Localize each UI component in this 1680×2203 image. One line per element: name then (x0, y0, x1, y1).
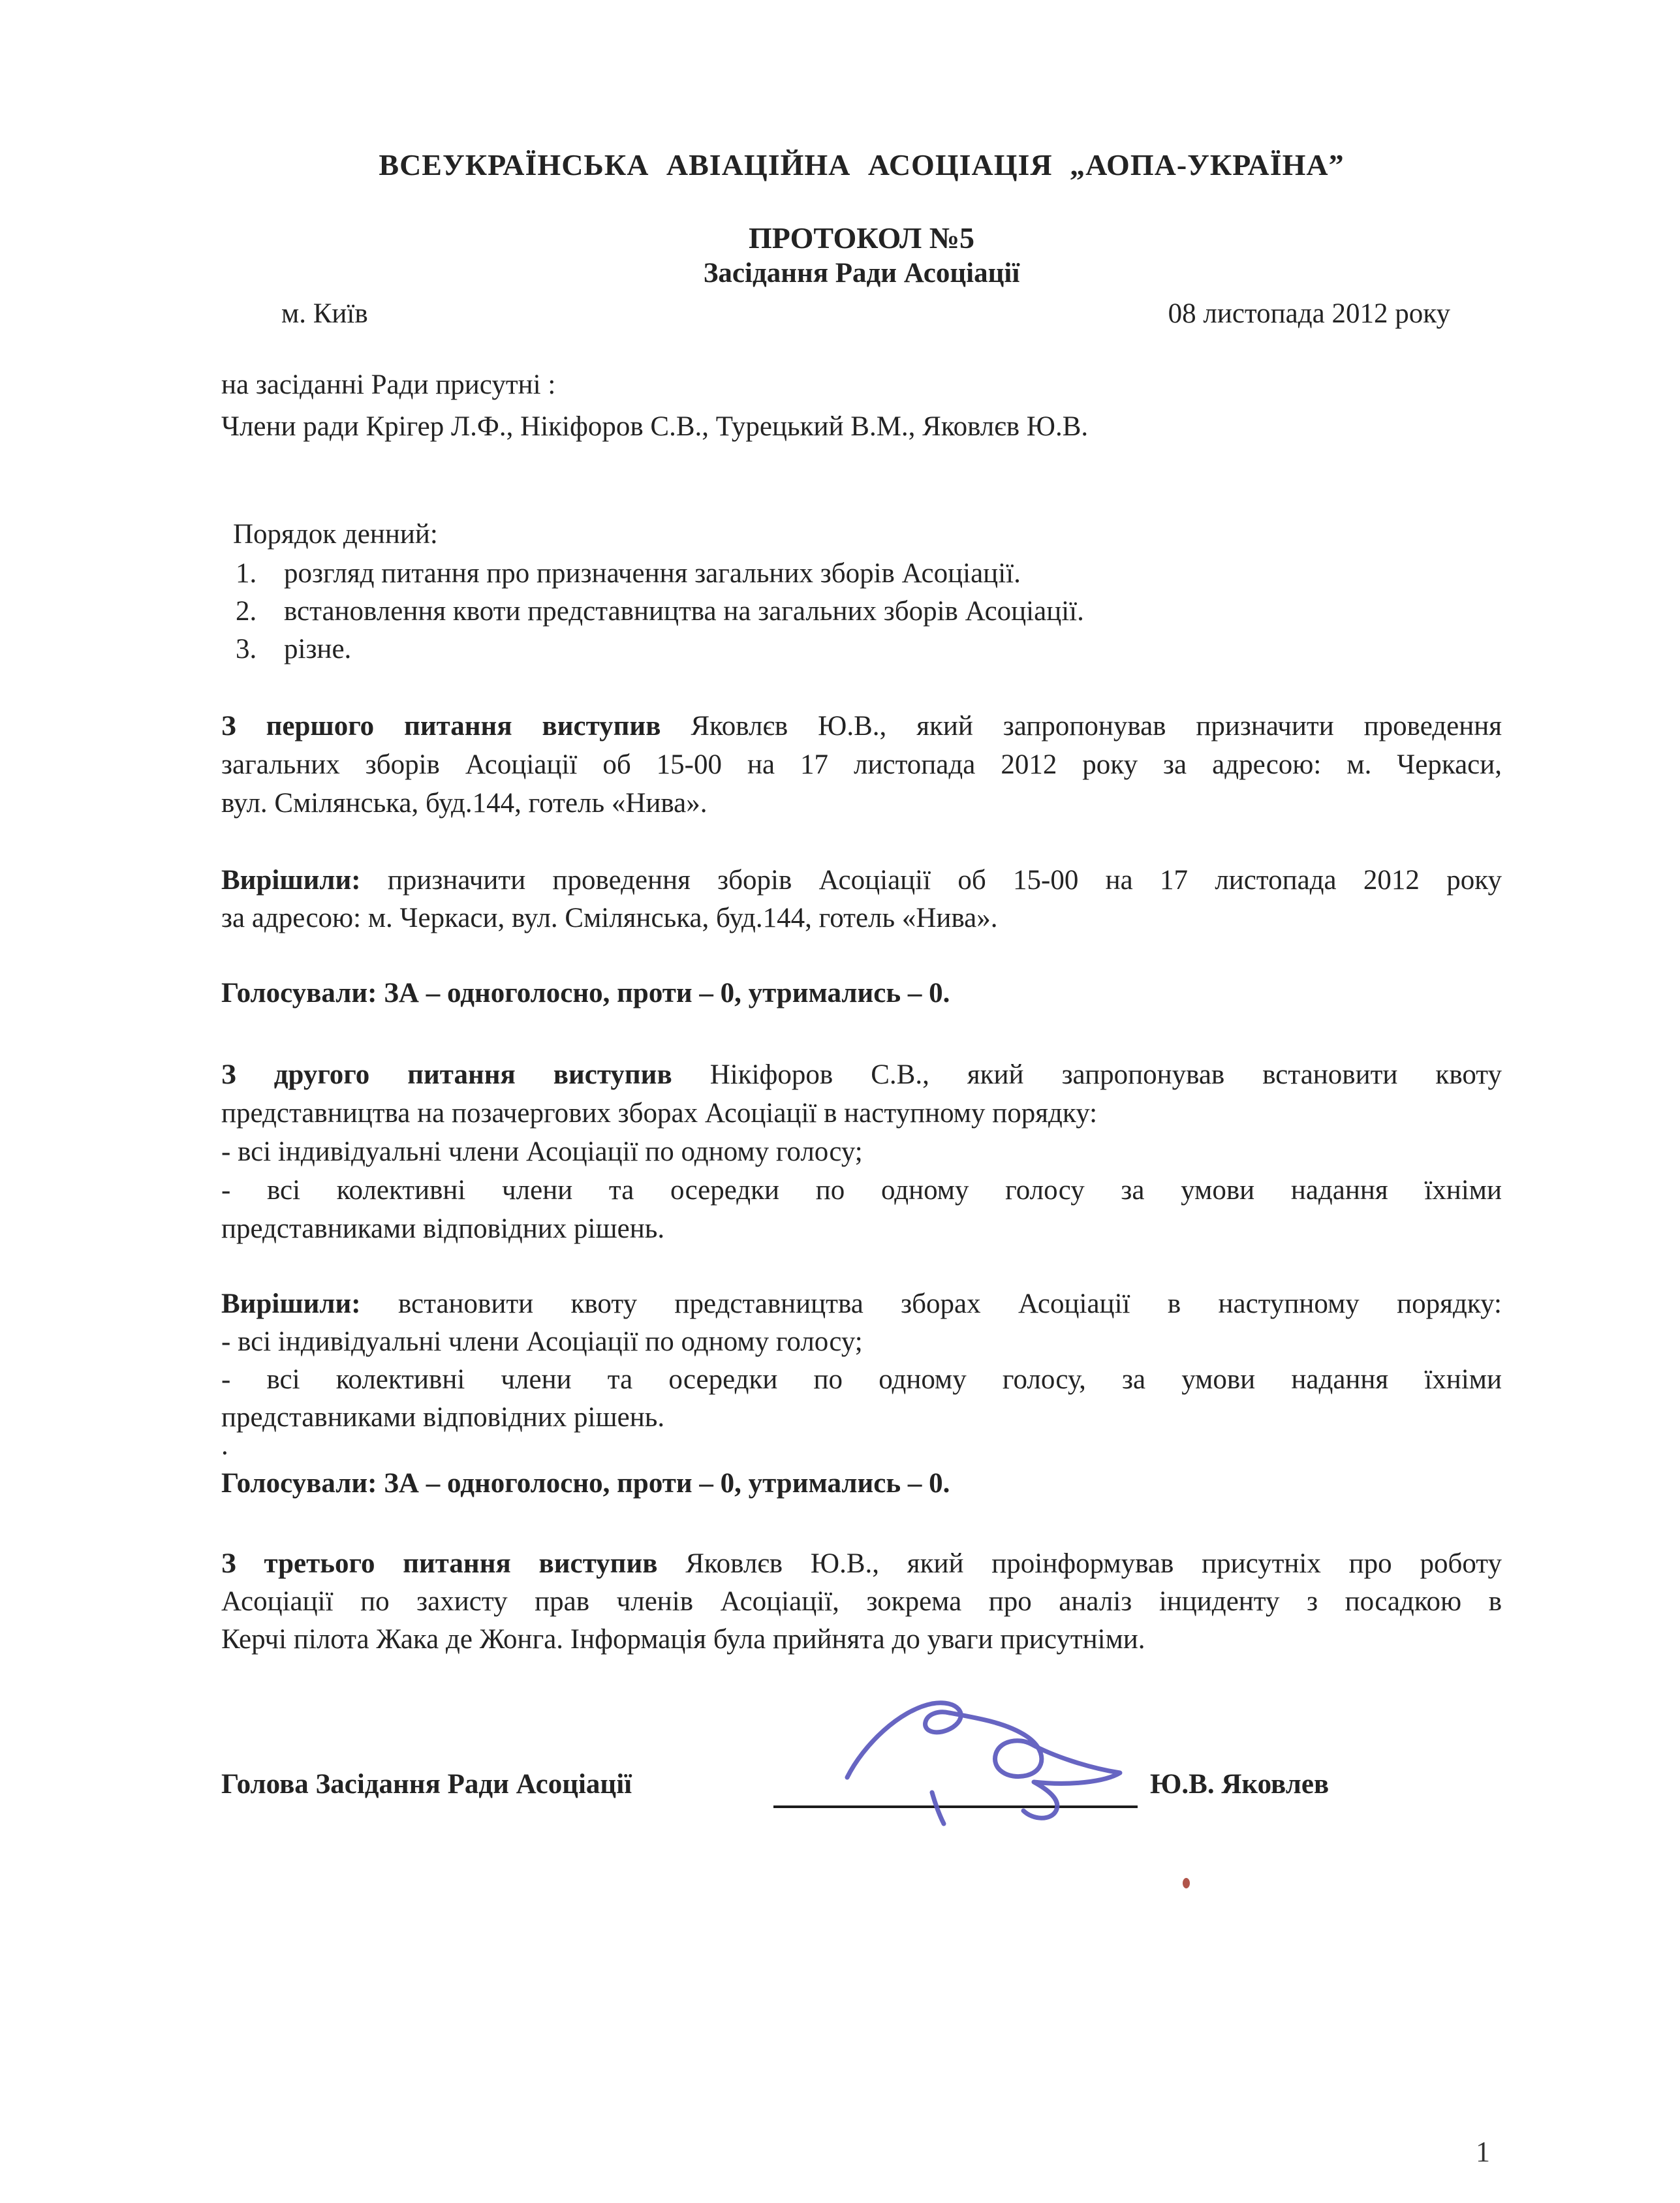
signature-tick-stroke (932, 1792, 944, 1824)
chairman-label: Голова Засідання Ради Асоціації (221, 1769, 632, 1800)
page-number: 1 (1476, 2136, 1490, 2168)
question-2-paragraph (221, 1055, 1502, 1248)
text-line: - всі колективні члени та осередки по одному голосу, за умови надання їхніми (221, 1364, 1502, 1395)
text-line: Вирішили: призначити проведення зборів Асоціації об 15-00 на 17 листопада 2012 року (221, 865, 1502, 896)
agenda-list (221, 555, 1502, 668)
vote-result-1: Голосували: ЗА – одноголосно, проти – 0, утримались – 0. (221, 978, 950, 1008)
agenda-item-number: 3. (236, 634, 257, 664)
agenda-item (221, 631, 1502, 668)
text-line: представниками відповідних рішень. (221, 1213, 665, 1244)
signature-ink (828, 1689, 1154, 1830)
present-intro: на засіданні Ради присутні : (221, 369, 556, 400)
agenda-item (221, 593, 1502, 631)
stray-period: . (221, 1430, 228, 1461)
protocol-title: ПРОТОКОЛ №5 (749, 221, 974, 255)
text-line: представниками відповідних рішень. (221, 1402, 665, 1433)
decision-1-paragraph (221, 862, 1502, 937)
text-line: загальних зборів Асоціації об 15-00 на 17 листопада 2012 року за адресою: м. Черкаси, (221, 749, 1502, 780)
text-line: вул. Смілянська, буд.144, готель «Нива». (221, 788, 708, 819)
association-title: ВСЕУКРАЇНСЬКА АВІАЦІЙНА АСОЦІАЦІЯ „АОПА-УКРАЇНА” (379, 148, 1345, 181)
date-label: 08 листопада 2012 року (1168, 298, 1450, 329)
text-line: З першого питання виступив Яковлєв Ю.В., який запропонував призначити проведення (221, 711, 1502, 742)
chairman-name: Ю.В. Яковлев (1150, 1769, 1330, 1800)
agenda-item (221, 555, 1502, 593)
text-line: З третього питання виступив Яковлєв Ю.В., який проінформував присутніх про роботу (221, 1548, 1502, 1579)
place-label: м. Київ (281, 298, 368, 329)
vote-result-2: Голосували: ЗА – одноголосно, проти – 0, утримались – 0. (221, 1468, 950, 1499)
question-1-paragraph (221, 707, 1502, 822)
agenda-item-text: встановлення квоти представництва на загальних зборів Асоціації. (284, 596, 1084, 627)
decision-2-paragraph (221, 1285, 1502, 1437)
text-line: Вирішили: встановити квоту представництва зборах Асоціації в наступному порядку: (221, 1289, 1502, 1319)
text-line: З другого питання виступив Нікіфоров С.В., який запропонував встановити квоту (221, 1059, 1502, 1090)
signature-main-stroke (847, 1703, 1120, 1818)
text-line: - всі індивідуальні члени Асоціації по одному голосу; (221, 1136, 863, 1167)
agenda-heading: Порядок денний: (233, 519, 438, 550)
text-line: - всі індивідуальні члени Асоціації по одному голосу; (221, 1326, 863, 1357)
agenda-item-text: різне. (284, 634, 352, 664)
question-3-paragraph (221, 1545, 1502, 1659)
protocol-subtitle: Засідання Ради Асоціації (703, 258, 1020, 289)
red-ink-dot (1183, 1878, 1190, 1888)
agenda-item-text: розгляд питання про призначення загальних зборів Асоціації. (284, 558, 1021, 589)
text-line: Керчі пілота Жака де Жонга. Інформація була прийнята до уваги присутніми. (221, 1624, 1145, 1655)
text-line: за адресою: м. Черкаси, вул. Смілянська, буд.144, готель «Нива». (221, 903, 998, 933)
text-line: представництва на позачергових зборах Асоціації в наступному порядку: (221, 1098, 1098, 1129)
place-date-row (221, 298, 1502, 330)
text-line: Асоціації по захисту прав членів Асоціації, зокрема про аналіз інциденту з посадкою в (221, 1586, 1502, 1617)
text-line: - всі колективні члени та осередки по одному голосу за умови надання їхніми (221, 1175, 1502, 1206)
present-members: Члени ради Крігер Л.Ф., Нікіфоров С.В., Турецький В.М., Яковлєв Ю.В. (221, 411, 1089, 442)
agenda-item-number: 1. (236, 558, 257, 589)
agenda-item-number: 2. (236, 596, 257, 627)
